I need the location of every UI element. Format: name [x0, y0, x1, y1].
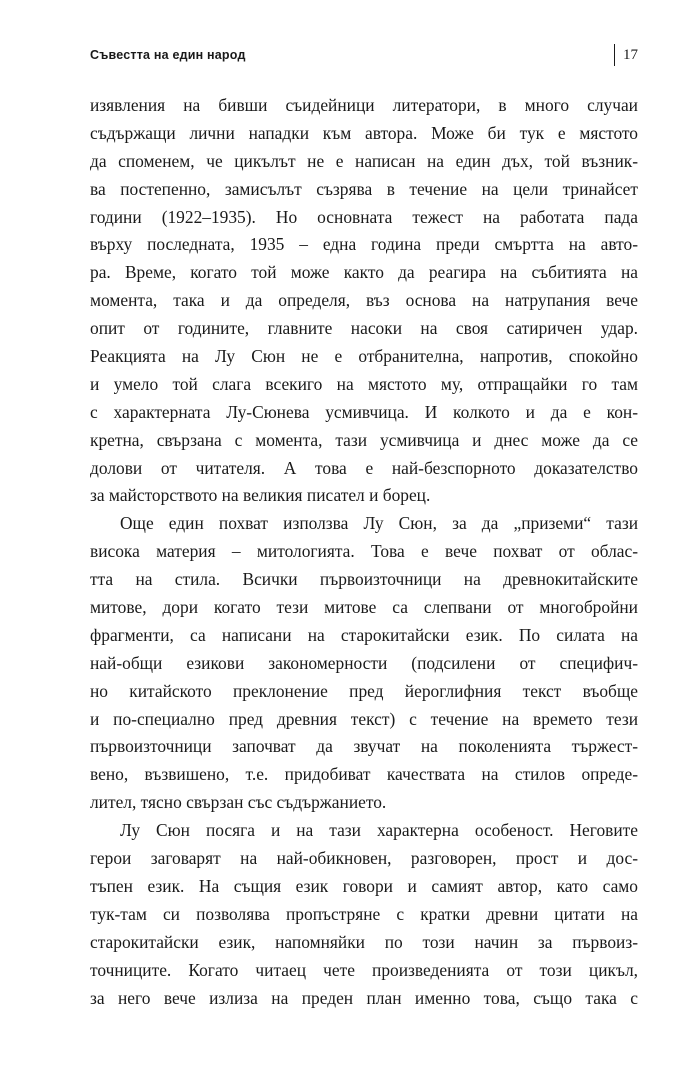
- text-line: кретна, свързана с момента, тази усмивчица и днес може да се: [90, 429, 638, 450]
- text-line: митове, дори когато тези митове са слепвани от многобройни: [90, 597, 638, 618]
- text-line: точниците. Когато читаец чете произведенията от този цикъл,: [90, 959, 638, 980]
- running-title: Съвестта на един народ: [90, 48, 246, 62]
- text-line: Реакцията на Лу Сюн не е отбранителна, напротив, спокойно: [90, 346, 638, 367]
- text-line: долови от читателя. А това е най-безспорното доказателство: [90, 457, 638, 478]
- text-line: тъпен език. На същия език говори и самият автор, като само: [90, 875, 638, 896]
- page-number-group: [614, 44, 638, 66]
- header-divider: [614, 44, 615, 66]
- text-line: за него вече излиза на преден план именно това, също така с: [90, 987, 638, 1008]
- text-line: фрагменти, са написани на старокитайски език. По силата на: [90, 624, 638, 645]
- text-line: но китайското преклонение пред йероглифния текст въобще: [90, 680, 638, 701]
- text-line: опит от годините, главните насоки на своя сатиричен удар.: [90, 318, 638, 339]
- text-line: първоизточници започват да звучат на поколенията тържест-: [90, 736, 638, 757]
- text-line: тук-там си позволява пропъстряне с кратки древни цитати на: [90, 903, 638, 924]
- paragraph-3: [90, 817, 638, 1012]
- text-line: тта на стила. Всички първоизточници на древнокитайските: [90, 569, 638, 590]
- text-line: ва постепенно, замисълът съзрява в течение на цели тринайсет: [90, 178, 638, 199]
- text-line: да споменем, че цикълът не е написан на един дъх, той възник-: [90, 150, 638, 171]
- text-line: ра. Време, когато той може както да реагира на събитията на: [90, 262, 638, 283]
- paragraph-1: [90, 92, 638, 510]
- text-line: най-общи езикови закономерности (подсилени от специфич-: [90, 652, 638, 673]
- page-number: 17: [623, 46, 638, 63]
- running-head: [90, 44, 638, 66]
- text-line: години (1922–1935). Но основната тежест на работата пада: [90, 206, 638, 227]
- body-text: [90, 92, 638, 1012]
- text-line: и умело той слага всекиго на мястото му, отпращайки го там: [90, 373, 638, 394]
- text-line: върху последната, 1935 – една година преди смъртта на авто-: [90, 234, 638, 255]
- text-line: изявления на бивши съидейници литератори, в много случаи: [90, 95, 638, 115]
- text-line: за майсторството на великия писател и борец.: [90, 485, 431, 506]
- text-line: герои заговарят на най-обикновен, разговорен, прост и дос-: [90, 848, 638, 869]
- text-line: съдържащи лични нападки към автора. Може би тук е мястото: [90, 122, 638, 143]
- text-line: Още един похват използва Лу Сюн, за да „приземи“ тази: [120, 513, 638, 534]
- text-line: старокитайски език, напомняйки по този начин за първоиз-: [90, 931, 638, 952]
- text-line: с характерната Лу-Сюнева усмивчица. И колкото и да е кон-: [90, 401, 638, 422]
- text-line: вено, възвишено, т.е. придобиват качествата на стилов опреде-: [90, 764, 638, 785]
- text-line: висока материя – митологията. Това е вече похват от облас-: [90, 541, 638, 562]
- paragraph-2: [90, 510, 638, 817]
- text-line: лител, тясно свързан със съдържанието.: [90, 792, 387, 813]
- text-line: Лу Сюн посяга и на тази характерна особеност. Неговите: [120, 820, 638, 841]
- text-line: и по-специално пред древния текст) с течение на времето тези: [90, 708, 638, 729]
- text-line: момента, така и да определя, въз основа на натрупания вече: [90, 290, 638, 311]
